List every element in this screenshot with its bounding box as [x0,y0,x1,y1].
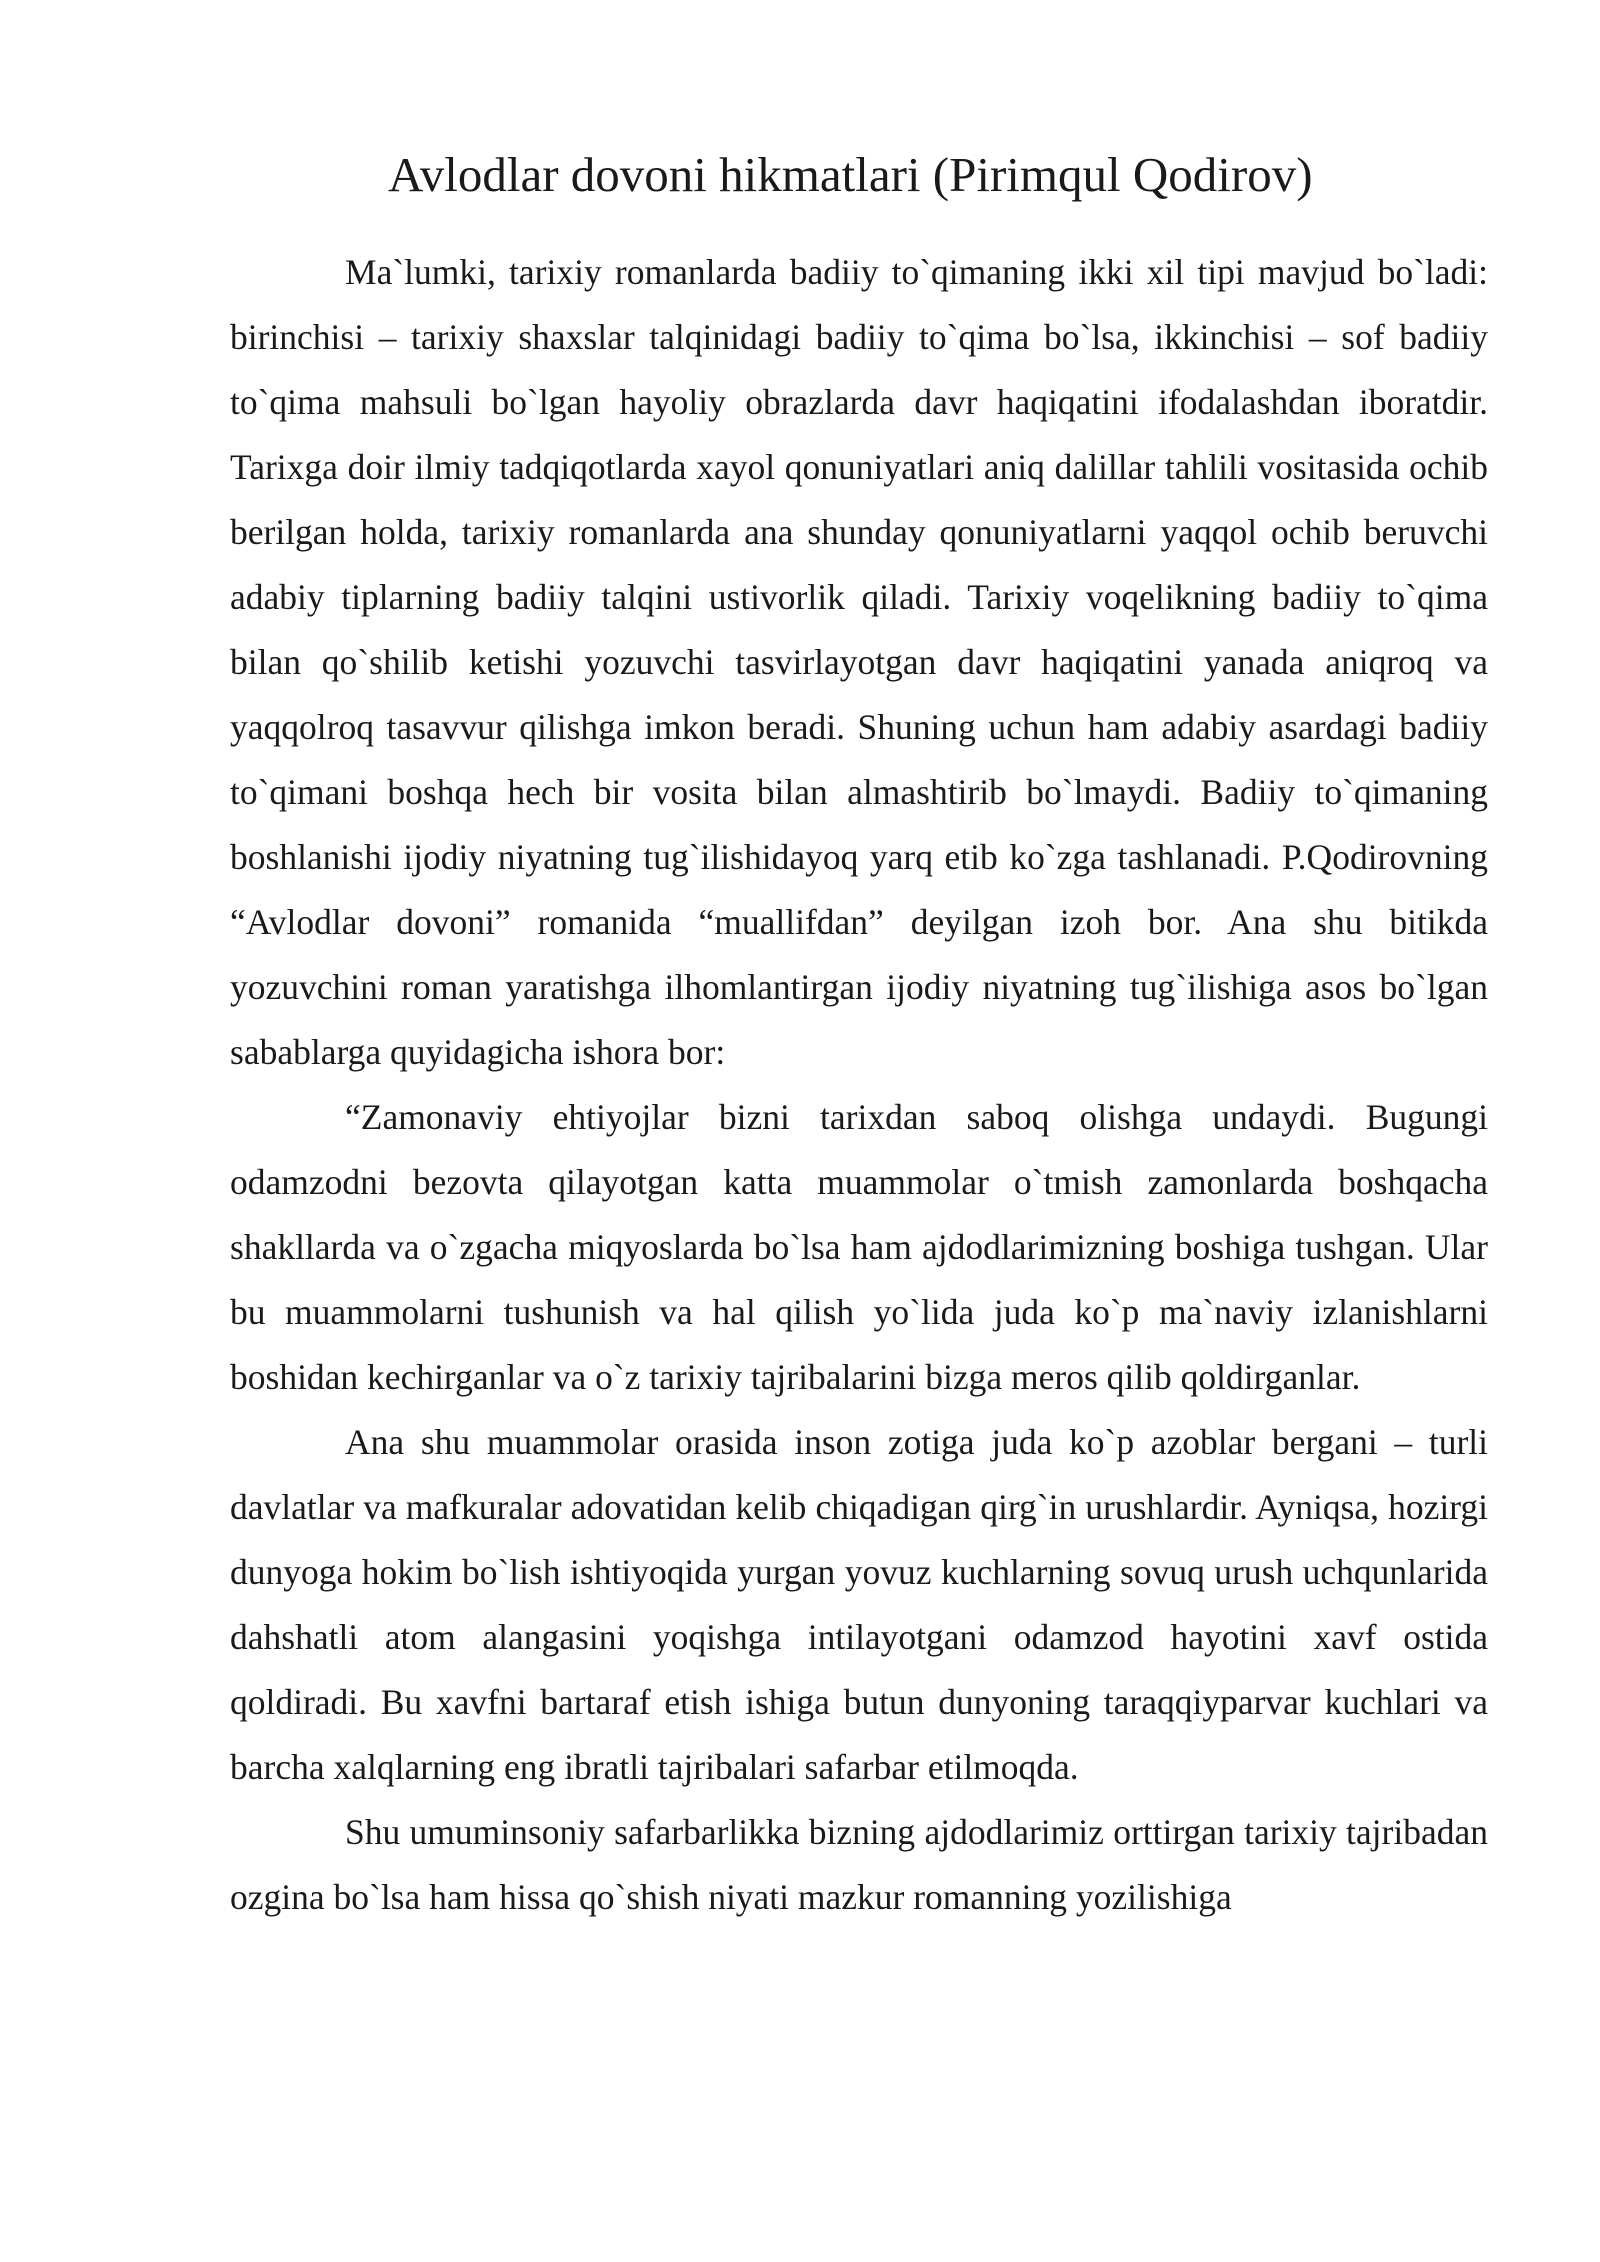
page-title: Avlodlar dovoni hikmatlari (Pirimqul Qodirov) [388,147,1313,202]
paragraph-quote: “Zamonaviy ehtiyojlar bizni tarixdan saboq olishga undaydi. Bugungi odamzodni bezovta qilayotgan katta muammolar o`tmish zamonlarda boshqacha shakllarda va o`zgacha miqyoslarda bo`lsa ham ajdodlarimizning boshiga tushgan. Ular bu muammolarni tushunish va hal qilish yo`lida juda ko`p ma`naviy izlanishlarni boshidan kechirganlar va o`z tarixiy tajribalarini bizga meros qilib qoldirganlar. [230,1097,1488,1397]
paragraph-intro: Ma`lumki, tarixiy romanlarda badiiy to`qimaning ikki xil tipi mavjud bo`ladi: birinchisi – tarixiy shaxslar talqinidagi badiiy to`qima bo`lsa, ikkinchisi – sof badiiy to`qima mahsuli bo`lgan hayoliy obrazlarda davr haqiqatini ifodalashdan iboratdir. Tarixga doir ilmiy tadqiqotlarda xayol qonuniyatlari aniq dalillar tahlili vositasida ochib berilgan holda, tarixiy romanlarda ana shunday qonuniyatlarni yaqqol ochib beruvchi adabiy tiplarning badiiy talqini ustivorlik qiladi. Tarixiy voqelikning badiiy to`qima bilan qo`shilib ketishi yozuvchi tasvirlayotgan davr haqiqatini yanada aniqroq va yaqqolroq tasavvur qilishga imkon beradi. Shuning uchun ham adabiy asardagi badiiy to`qimani boshqa hech bir vosita bilan almashtirib bo`lmaydi. Badiiy to`qimaning boshlanishi ijodiy niyatning tug`ilishidayoq yarq etib ko`zga tashlanadi. P.Qodirovning “Avlodlar dovoni” romanida “muallifdan” deyilgan izoh bor. Ana shu bitikda yozuvchini roman yaratishga ilhomlantirgan ijodiy niyatning tug`ilishiga asos bo`lgan sabablarga quyidagicha ishora bor: [230,252,1488,1072]
document-body [230,240,1488,1930]
paragraph-mobilization: Shu umuminsoniy safarbarlikka bizning ajdodlarimiz orttirgan tarixiy tajribadan ozgina bo`lsa ham hissa qo`shish niyati mazkur romanning yozilishiga [230,1812,1488,1917]
paragraph-problems: Ana shu muammolar orasida inson zotiga juda ko`p azoblar bergani – turli davlatlar va mafkuralar adovatidan kelib chiqadigan qirg`in urushlardir. Ayniqsa, hozirgi dunyoga hokim bo`lish ishtiyoqida yurgan yovuz kuchlarning sovuq urush uchqunlarida dahshatli atom alangasini yoqishga intilayotgani odamzod hayotini xavf ostida qoldiradi. Bu xavfni bartaraf etish ishiga butun dunyoning taraqqiyparvar kuchlari va barcha xalqlarning eng ibratli tajribalari safarbar etilmoqda. [230,1422,1488,1787]
